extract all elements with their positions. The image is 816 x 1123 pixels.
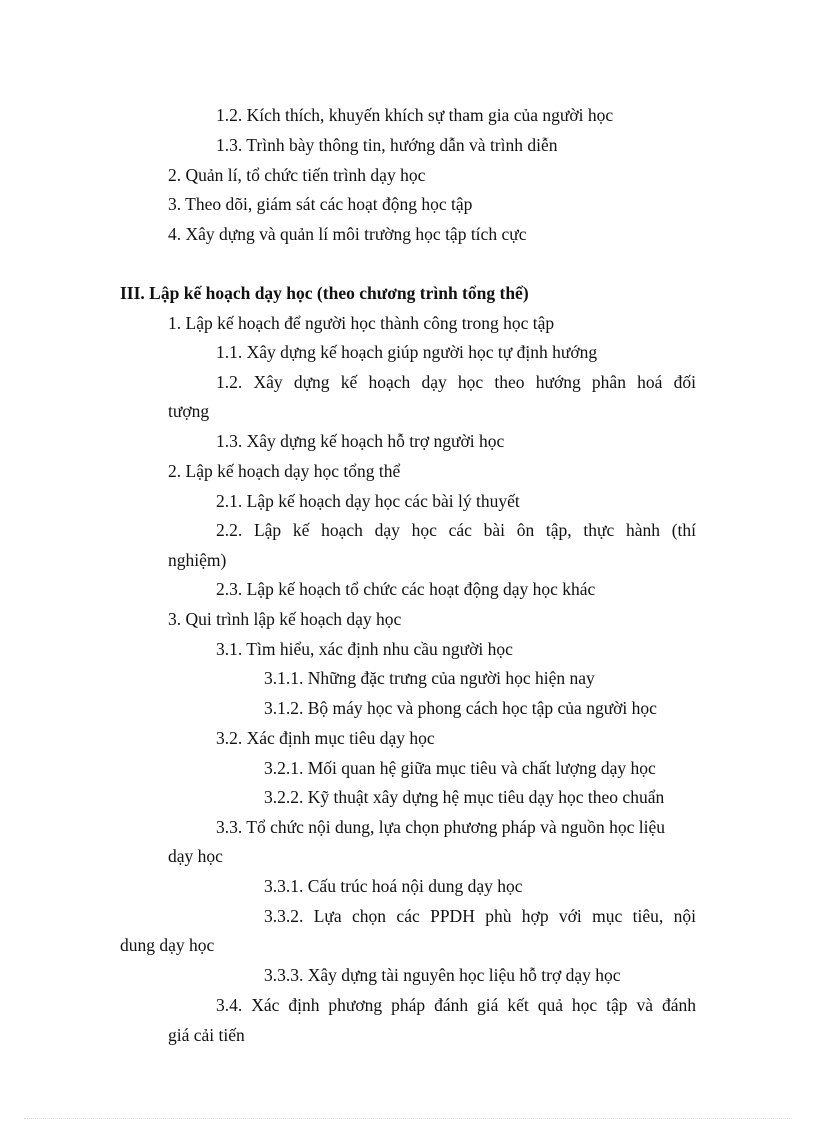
outline-item-iii-3-2-2: 3.2.2. Kỹ thuật xây dựng hệ mục tiêu dạy học theo chuẩn bbox=[264, 787, 665, 807]
outline-item-iii-3-4-line1: 3.4. Xác định phương pháp đánh giá kết quả học tập và đánh bbox=[216, 995, 696, 1015]
outline-item-4: 4. Xây dựng và quản lí môi trường học tập tích cực bbox=[168, 224, 527, 244]
page-bottom-divider bbox=[24, 1118, 792, 1119]
outline-item-iii-2-2-line1: 2.2. Lập kế hoạch dạy học các bài ôn tập, thực hành (thí bbox=[216, 520, 696, 540]
outline-item-iii-1-2-line1: 1.2. Xây dựng kế hoạch dạy học theo hướng phân hoá đối bbox=[216, 372, 696, 392]
outline-item-iii-2-2-line2: nghiệm) bbox=[168, 550, 227, 570]
outline-item-iii-3: 3. Qui trình lập kế hoạch dạy học bbox=[168, 609, 402, 629]
outline-item-2: 2. Quản lí, tổ chức tiến trình dạy học bbox=[168, 165, 426, 185]
outline-item-iii-2: 2. Lập kế hoạch dạy học tổng thể bbox=[168, 461, 401, 481]
outline-item-1-2: 1.2. Kích thích, khuyến khích sự tham gia của người học bbox=[216, 105, 614, 125]
outline-item-iii-1-1: 1.1. Xây dựng kế hoạch giúp người học tự định hướng bbox=[216, 342, 598, 362]
outline-item-iii-3-2: 3.2. Xác định mục tiêu dạy học bbox=[216, 728, 435, 748]
section-heading-iii: III. Lập kế hoạch dạy học (theo chương trình tổng thể) bbox=[120, 283, 529, 303]
outline-item-iii-3-3-3: 3.3.3. Xây dựng tài nguyên học liệu hỗ trợ dạy học bbox=[264, 965, 621, 985]
outline-item-iii-1: 1. Lập kế hoạch để người học thành công trong học tập bbox=[168, 313, 555, 333]
outline-item-iii-3-1: 3.1. Tìm hiểu, xác định nhu cầu người học bbox=[216, 639, 513, 659]
outline-item-iii-1-3: 1.3. Xây dựng kế hoạch hỗ trợ người học bbox=[216, 431, 505, 451]
outline-item-iii-1-2-line2: tượng bbox=[168, 401, 210, 421]
outline-item-iii-3-3-line2: dạy học bbox=[168, 846, 223, 866]
outline-item-iii-2-1: 2.1. Lập kế hoạch dạy học các bài lý thuyết bbox=[216, 491, 520, 511]
outline-item-iii-3-3-2-line2: dung dạy học bbox=[120, 935, 215, 955]
outline-item-iii-3-3-2-line1: 3.3.2. Lựa chọn các PPDH phù hợp với mục tiêu, nội bbox=[264, 906, 696, 926]
outline-item-1-3: 1.3. Trình bày thông tin, hướng dẫn và trình diễn bbox=[216, 135, 558, 155]
outline-item-3: 3. Theo dõi, giám sát các hoạt động học tập bbox=[168, 194, 473, 214]
outline-item-iii-3-1-1: 3.1.1. Những đặc trưng của người học hiện nay bbox=[264, 668, 595, 688]
outline-item-iii-2-3: 2.3. Lập kế hoạch tổ chức các hoạt động dạy học khác bbox=[216, 579, 596, 599]
outline-item-iii-3-1-2: 3.1.2. Bộ máy học và phong cách học tập của người học bbox=[264, 698, 657, 718]
outline-item-iii-3-3-1: 3.3.1. Cấu trúc hoá nội dung dạy học bbox=[264, 876, 523, 896]
outline-item-iii-3-2-1: 3.2.1. Mối quan hệ giữa mục tiêu và chất lượng dạy học bbox=[264, 758, 656, 778]
outline-item-iii-3-3-line1: 3.3. Tổ chức nội dung, lựa chọn phương pháp và nguồn học liệu bbox=[216, 817, 666, 837]
outline-item-iii-3-4-line2: giá cải tiến bbox=[168, 1025, 245, 1045]
